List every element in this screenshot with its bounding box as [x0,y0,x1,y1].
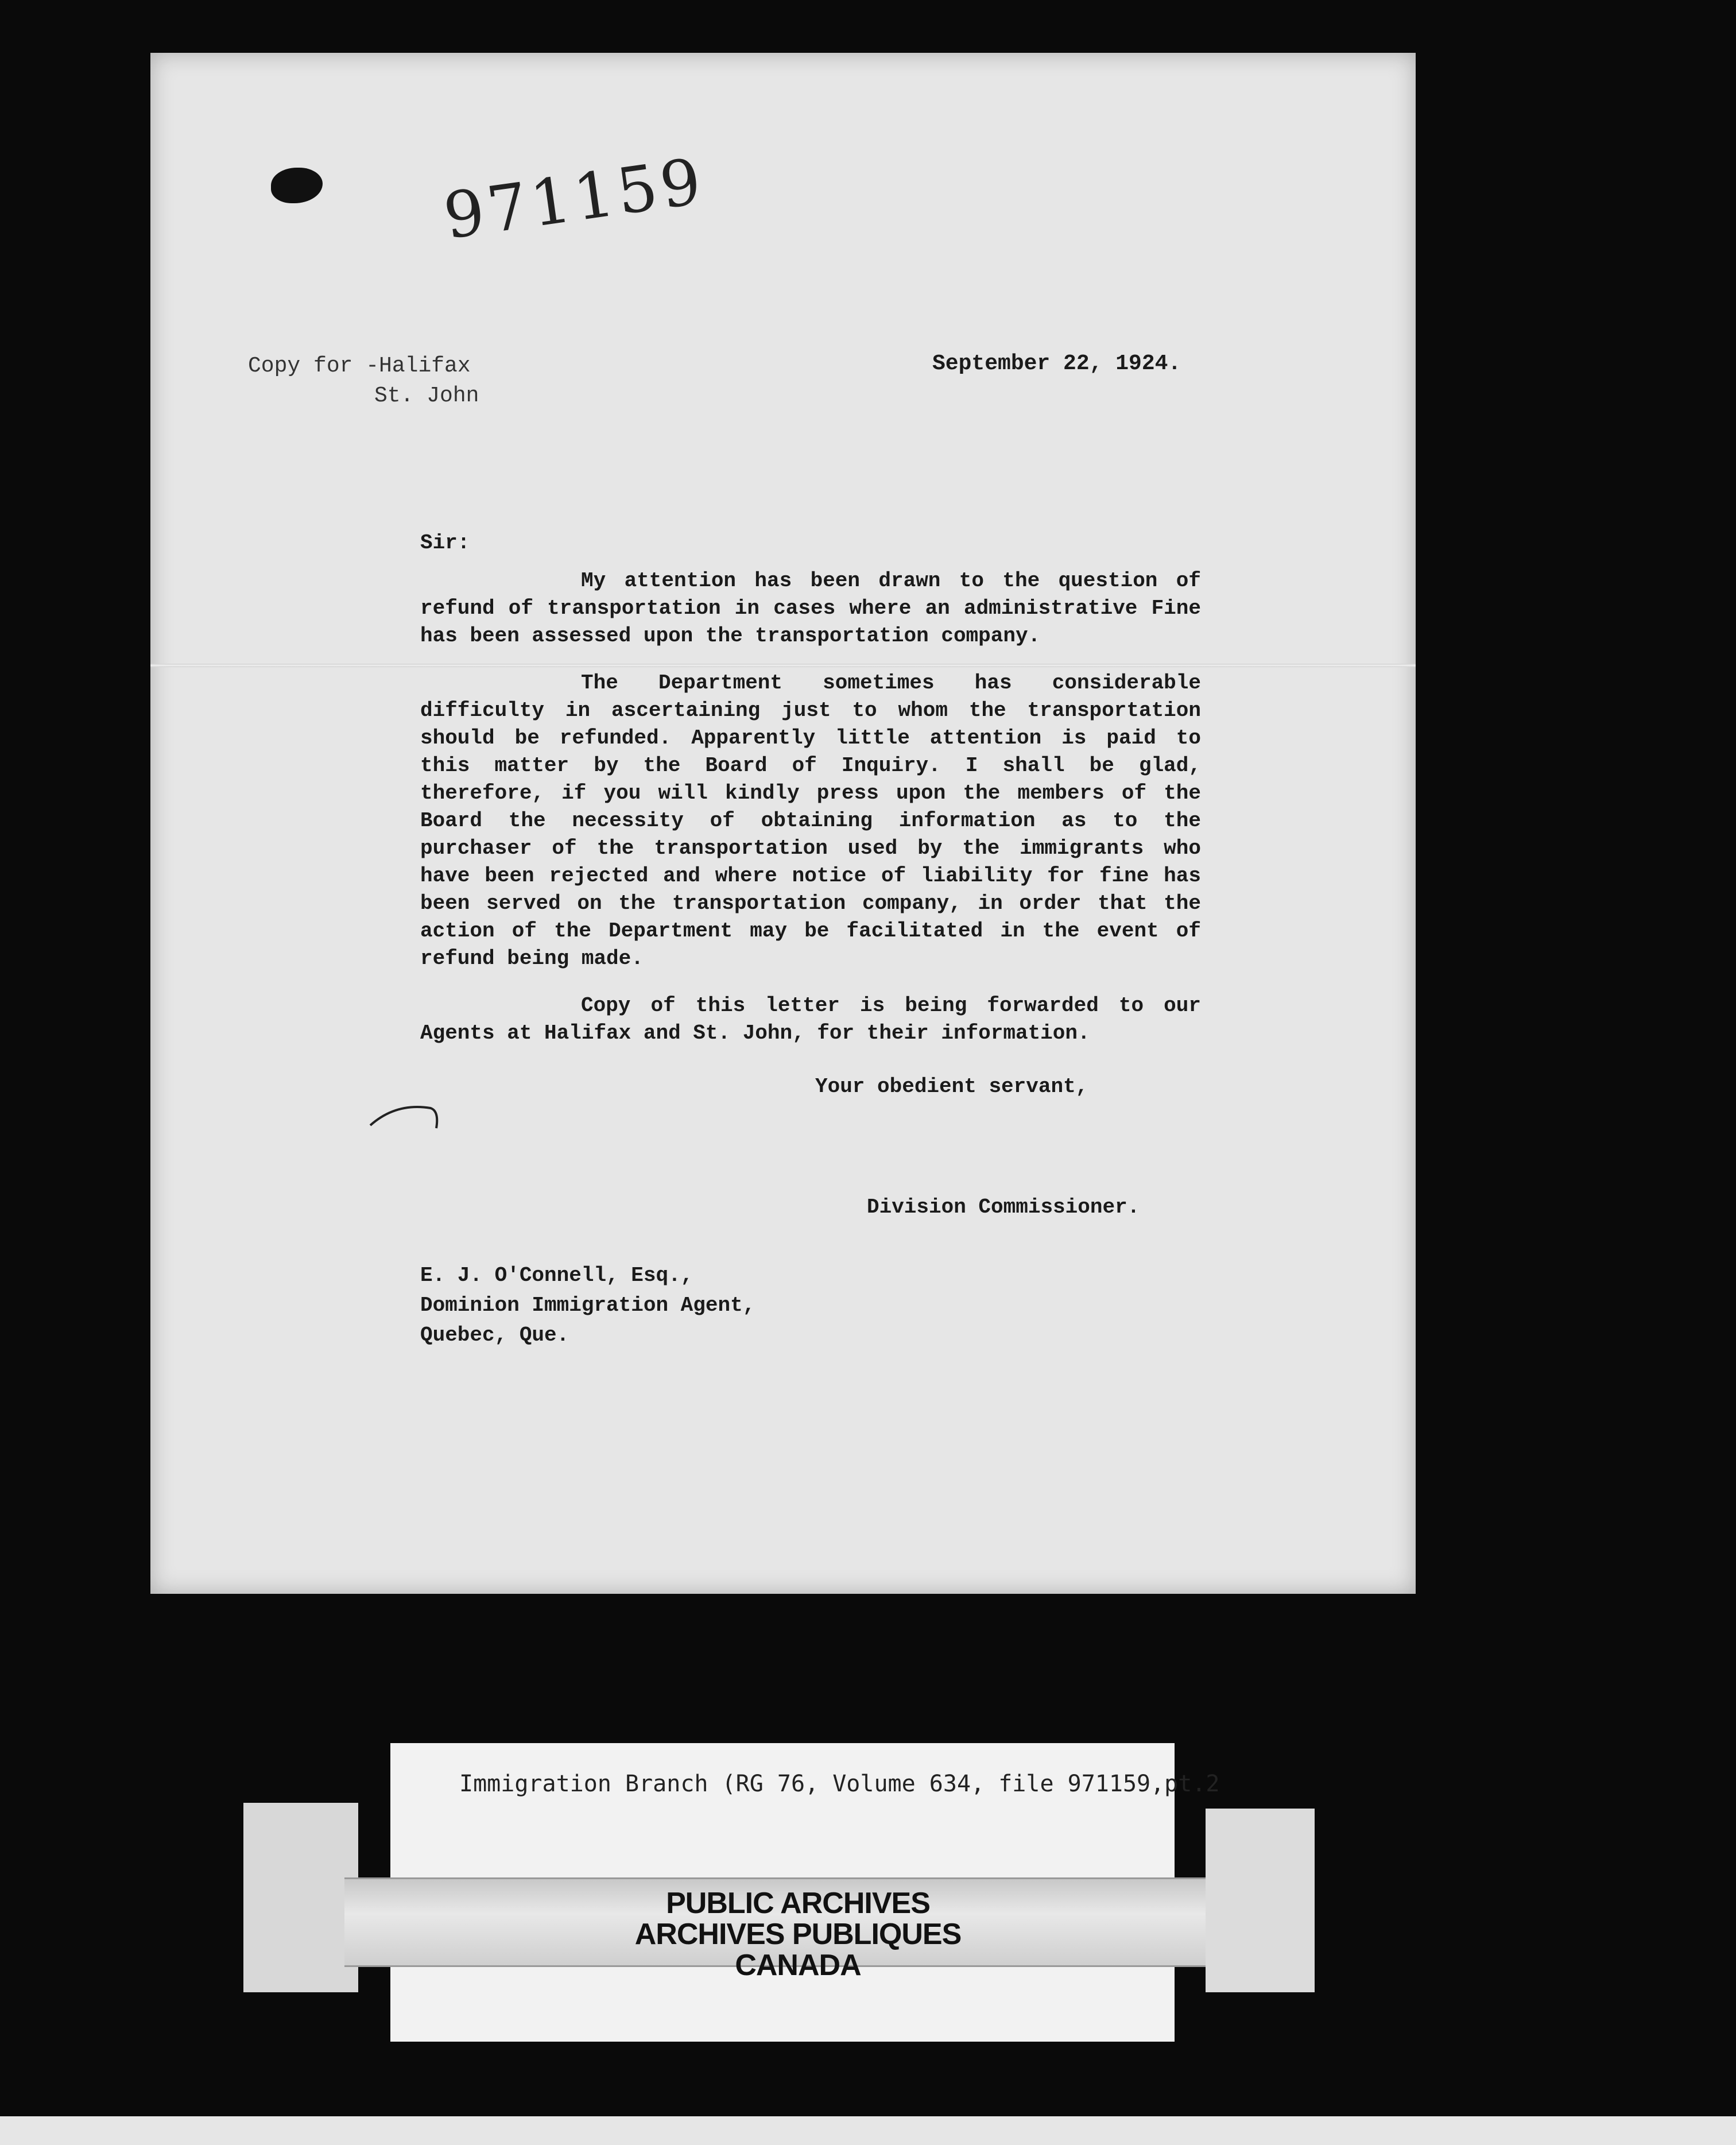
addressee-line-2: Dominion Immigration Agent, [420,1294,755,1317]
stamp-line-1: PUBLIC ARCHIVES [666,1887,930,1920]
bottom-band [0,2116,1736,2145]
copy-for-line-2: St. John [374,384,479,408]
copy-for-block [248,351,479,411]
signature-title: Division Commissioner. [867,1195,1140,1219]
archive-stamp [551,1888,1045,1981]
label-tab-left [243,1803,358,1992]
addressee-line-1: E. J. O'Connell, Esq., [420,1264,693,1287]
addressee-line-3: Quebec, Que. [420,1323,569,1347]
copy-for-line-1: Copy for -Halifax [248,354,471,378]
ink-blot [271,168,323,203]
paragraph-2: The Department sometimes has considerable difficulty in ascertaining just to whom the transportation should be refunded. Apparently little attention is paid to this matter by the Board of Inquiry. I shall be glad, therefore, if you will kindly press upon the members of the Board the necessity of obtaining information as to the purchaser of the transportation used by the immigrants who have been rejected and where notice of liability for fine has been served on the transportation company, in order that the action of the Department may be facilitated in the event of refund being made. [420,671,1201,970]
label-tab-right [1206,1809,1315,1992]
closing: Your obedient servant, [815,1075,1088,1098]
stamp-line-2: ARCHIVES PUBLIQUES [634,1918,962,1951]
addressee-block [420,1261,755,1350]
salutation: Sir: [420,531,470,555]
letter-body [420,529,1201,1067]
handwritten-file-number: 971159 [439,144,709,254]
paragraph-1: My attention has been drawn to the question of refund of transportation in cases where an administrative Fine has been assessed upon the transportation company. [420,569,1201,648]
paragraph-3: Copy of this letter is being forwarded to our Agents at Halifax and St. John, for their information. [420,994,1201,1045]
letter-date: September 22, 1924. [932,351,1181,376]
signature-mark [367,1097,459,1131]
archive-reference: Immigration Branch (RG 76, Volume 634, file 971159,pt.2 [459,1771,1220,1797]
stamp-line-3: CANADA [735,1949,861,1982]
